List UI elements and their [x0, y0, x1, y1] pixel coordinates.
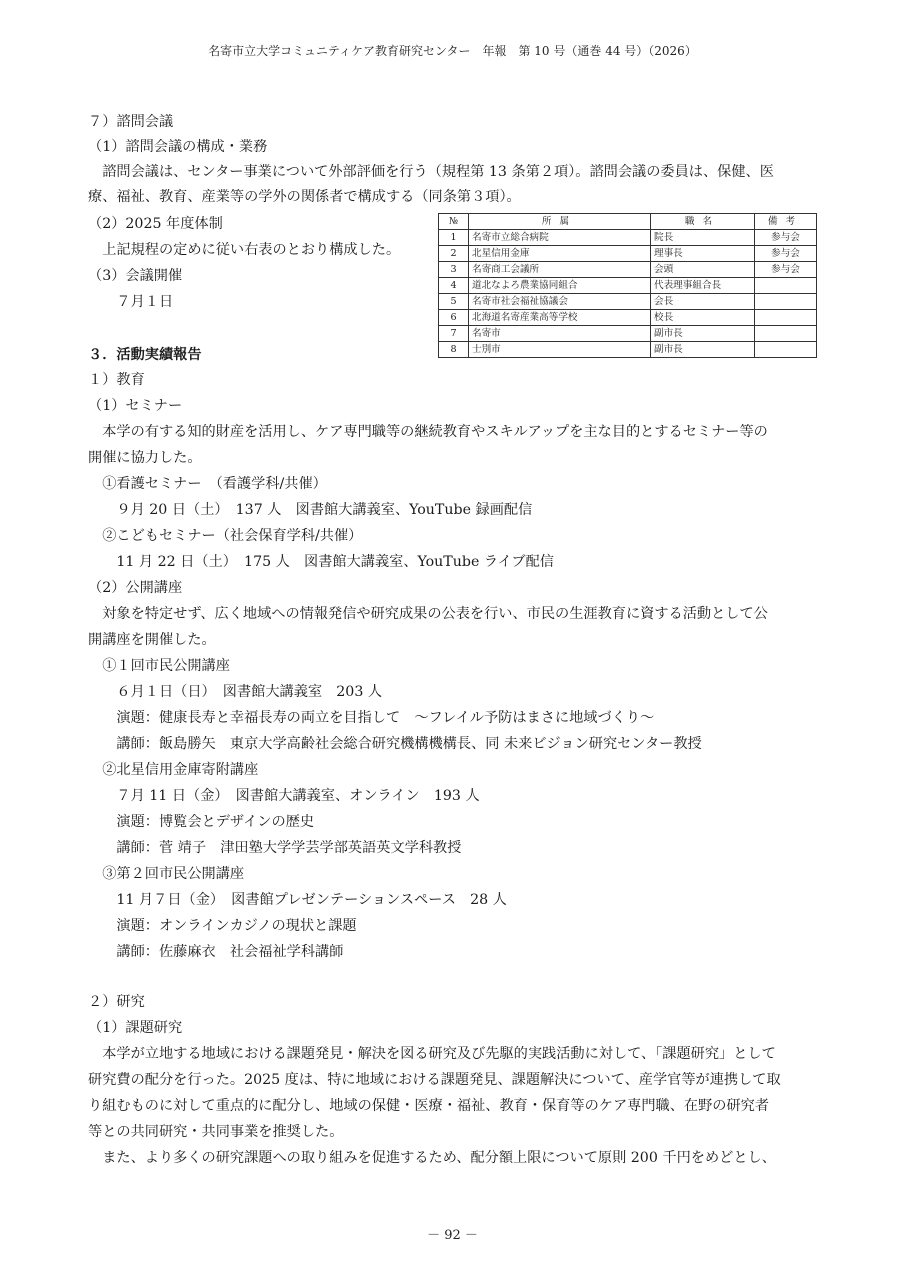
row-number: 3 [439, 262, 469, 278]
paragraph-line: 上記規程の定めに従い右表のとおり構成した。 [88, 242, 401, 258]
paragraph-line: 本学が立地する地域における課題発見・解決を図る研究及び先駆的実践活動に対して、「課題研究」として [88, 1046, 776, 1062]
row-affiliation: 名寄商工会議所 [469, 262, 651, 278]
row-position: 会頭 [651, 262, 755, 278]
lecture-topic: 演題：健康長寿と幸福長寿の両立を目指して ～フレイル予防はまさに地域づくり～ [88, 710, 655, 726]
lecture-title: ③第２回市民公開講座 [88, 866, 245, 882]
row-number: 5 [439, 294, 469, 310]
row-position: 会長 [651, 294, 755, 310]
column-header-position: 職名 [651, 214, 755, 230]
row-note [755, 342, 817, 358]
seminar-detail: 11 月 22 日（土） 175 人 図書館大講義室、YouTube ライブ配信 [88, 554, 554, 570]
row-number: 6 [439, 310, 469, 326]
table-row [439, 278, 817, 294]
row-position: 理事長 [651, 246, 755, 262]
row-number: 7 [439, 326, 469, 342]
paragraph-line: また、より多くの研究課題への取り組みを促進するため、配分額上限について原則 200 千円をめどとし、 [88, 1150, 776, 1166]
row-affiliation: 名寄市立総合病院 [469, 230, 651, 246]
education-heading: １）教育 [88, 372, 145, 388]
row-position: 副市長 [651, 326, 755, 342]
row-number: 4 [439, 278, 469, 294]
subsection-heading: （1）課題研究 [88, 1020, 183, 1036]
row-number: 8 [439, 342, 469, 358]
row-affiliation: 道北なよろ農業協同組合 [469, 278, 651, 294]
row-affiliation: 北海道名寄産業高等学校 [469, 310, 651, 326]
subsection-heading: （1）諮問会議の構成・業務 [88, 139, 268, 155]
table-row [439, 310, 817, 326]
paragraph-line: 開催に協力した。 [88, 450, 202, 466]
lecture-topic: 演題：オンラインカジノの現状と課題 [88, 918, 357, 934]
row-affiliation: 北星信用金庫 [469, 246, 651, 262]
table-row [439, 326, 817, 342]
research-heading: ２）研究 [88, 994, 145, 1010]
row-number: 2 [439, 246, 469, 262]
table-row [439, 246, 817, 262]
row-position: 院長 [651, 230, 755, 246]
paragraph-line: 対象を特定せず、広く地域への情報発信や研究成果の公表を行い、市民の生涯教育に資する活動として公 [88, 606, 768, 622]
subsection-heading: （1）セミナー [88, 398, 183, 414]
row-note [755, 326, 817, 342]
row-affiliation: 士別市 [469, 342, 651, 358]
table-row [439, 294, 817, 310]
subsection-heading: （3）会議開催 [88, 268, 183, 284]
row-number: 1 [439, 230, 469, 246]
meeting-date: ７月１日 [88, 294, 174, 310]
lecture-title: ①１回市民公開講座 [88, 658, 230, 674]
section-3-heading: ３．活動実績報告 [88, 347, 202, 363]
row-position: 校長 [651, 310, 755, 326]
table-header-row [439, 214, 817, 230]
row-note: 参与会 [755, 262, 817, 278]
seminar-title: ②こどもセミナー（社会保育学科/共催） [88, 528, 363, 544]
paragraph-line: 諮問会議は、センター事業について外部評価を行う（規程第 13 条第２項）。諮問会議の委員は、保健、医 [88, 164, 774, 180]
paragraph-line: 療、福祉、教育、産業等の学外の関係者で構成する（同条第３項）。 [88, 189, 521, 205]
row-affiliation: 名寄市社会福祉協議会 [469, 294, 651, 310]
row-affiliation: 名寄市 [469, 326, 651, 342]
column-header-affiliation: 所属 [469, 214, 651, 230]
seminar-detail: ９月 20 日（土） 137 人 図書館大講義室、YouTube 録画配信 [88, 502, 533, 518]
row-note [755, 278, 817, 294]
row-note: 参与会 [755, 230, 817, 246]
lecture-lecturer: 講師：菅 靖子 津田塾大学学芸学部英語英文学科教授 [88, 840, 462, 856]
table-row [439, 262, 817, 278]
column-header-note: 備考 [755, 214, 817, 230]
running-header: 名寄市立大学コミュニティケア教育研究センター 年報 第 10 号（通巻 44 号）（2026） [208, 44, 697, 58]
row-note [755, 294, 817, 310]
row-note: 参与会 [755, 246, 817, 262]
paragraph-line: 等との共同研究・共同事業を推奨した。 [88, 1124, 344, 1140]
row-position: 代表理事組合長 [651, 278, 755, 294]
lecture-title: ②北星信用金庫寄附講座 [88, 762, 259, 778]
paragraph-line: 本学の有する知的財産を活用し、ケア専門職等の継続教育やスキルアップを主な目的とするセミナー等の [88, 424, 768, 440]
subsection-heading: （2）2025 年度体制 [88, 216, 223, 232]
row-note [755, 310, 817, 326]
paragraph-line: 開講座を開催した。 [88, 632, 216, 648]
lecture-date: ７月 11 日（金） 図書館大講義室、オンライン 193 人 [88, 788, 480, 804]
column-header-no: № [439, 214, 469, 230]
advisory-council-table [438, 213, 817, 358]
lecture-topic: 演題：博覧会とデザインの歴史 [88, 814, 315, 830]
paragraph-line: り組むものに対して重点的に配分し、地域の保健・医療・福祉、教育・保育等のケア専門職、在野の研究者 [88, 1098, 770, 1114]
row-position: 副市長 [651, 342, 755, 358]
lecture-date: 11 月７日（金） 図書館プレゼンテーションスペース 28 人 [88, 892, 507, 908]
paragraph-line: 研究費の配分を行った。2025 度は、特に地域における課題発見、課題解決について、産学官等が連携して取 [88, 1072, 781, 1088]
lecture-date: ６月１日（日） 図書館大講義室 203 人 [88, 684, 383, 700]
page-number: － 92 － [427, 1228, 478, 1243]
subsection-heading: （2）公開講座 [88, 580, 183, 596]
table-row [439, 230, 817, 246]
seminar-title: ①看護セミナー （看護学科/共催） [88, 476, 327, 492]
lecture-lecturer: 講師：飯島勝矢 東京大学高齢社会総合研究機構機構長、同 未来ビジョン研究センター教授 [88, 736, 702, 752]
table-row [439, 342, 817, 358]
lecture-lecturer: 講師：佐藤麻衣 社会福祉学科講師 [88, 944, 344, 960]
section-7-heading: ７）諮問会議 [88, 114, 174, 130]
